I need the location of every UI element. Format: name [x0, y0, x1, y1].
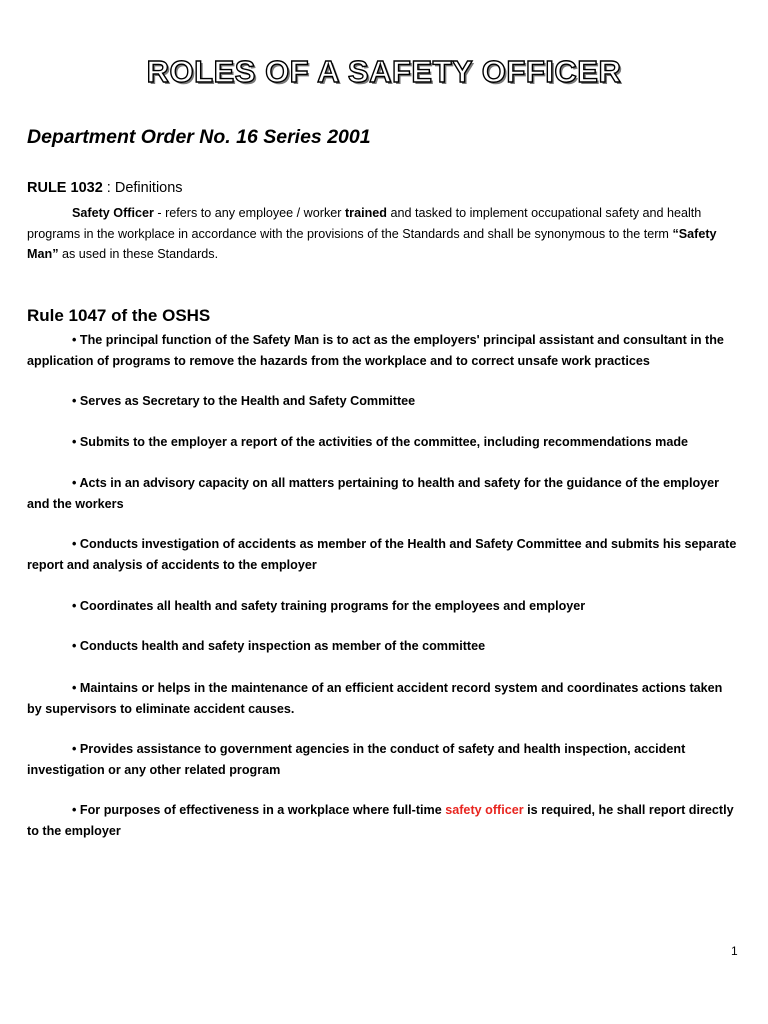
- page-number: 1: [731, 944, 738, 958]
- rule-1047-heading: Rule 1047 of the OSHS: [27, 306, 211, 325]
- department-order-heading: Department Order No. 16 Series 2001: [27, 126, 371, 148]
- page-title: ROLES OF A SAFETY OFFICER: [146, 54, 622, 89]
- rule-1032-heading: [27, 180, 183, 196]
- bullet-item: • Serves as Secretary to the Health and Safety Committee: [72, 394, 416, 408]
- rule-1032-label: RULE 1032: [27, 180, 103, 196]
- safety-officer-definition: [27, 203, 737, 265]
- last-bullet-after: is required, he shall report directly to the employer: [27, 803, 734, 838]
- bullet-item: • Acts in an advisory capacity on all matters pertaining to health and safety for the guidance of the employer and the workers: [27, 476, 720, 511]
- bullet-item: • The principal function of the Safety Man is to act as the employers' principal assistant and consultant in the application of programs to remove the hazards from the workplace and to correct unsafe work practices: [27, 333, 724, 368]
- safety-officer-highlight: safety officer: [445, 803, 524, 817]
- definition-text-1: - refers to any employee / worker: [153, 206, 345, 220]
- definition-text-3: as used in these Standards.: [58, 247, 219, 261]
- bullet-item-last: [27, 800, 739, 842]
- bullet-item: • Coordinates all health and safety training programs for the employees and employer: [72, 599, 586, 613]
- bullet-item: • Maintains or helps in the maintenance of an efficient accident record system and coordinates actions taken by supervisors to eliminate accident causes.: [27, 681, 723, 716]
- definition-term: Safety Officer: [72, 206, 154, 220]
- definition-text-2: and tasked to implement occupational safety and health programs in the workplace in accordance with the provisions of the Standards and shall be synonymous to the term: [27, 206, 702, 241]
- rule-1032-suffix: : Definitions: [102, 180, 183, 196]
- bullet-item: • Submits to the employer a report of the activities of the committee, including recommendations made: [72, 435, 689, 449]
- bullet-item: • Conducts investigation of accidents as member of the Health and Safety Committee and submits his separate report and analysis of accidents to the employer: [27, 537, 737, 572]
- definition-trained: trained: [344, 206, 387, 220]
- last-bullet-before: • For purposes of effectiveness in a workplace where full-time: [72, 803, 446, 817]
- definition-safety-man: “Safety Man”: [27, 226, 717, 261]
- bullet-item: • Conducts health and safety inspection as member of the committee: [72, 639, 486, 653]
- bullet-item: • Provides assistance to government agencies in the conduct of safety and health inspection, accident investigation or any other related program: [27, 742, 686, 777]
